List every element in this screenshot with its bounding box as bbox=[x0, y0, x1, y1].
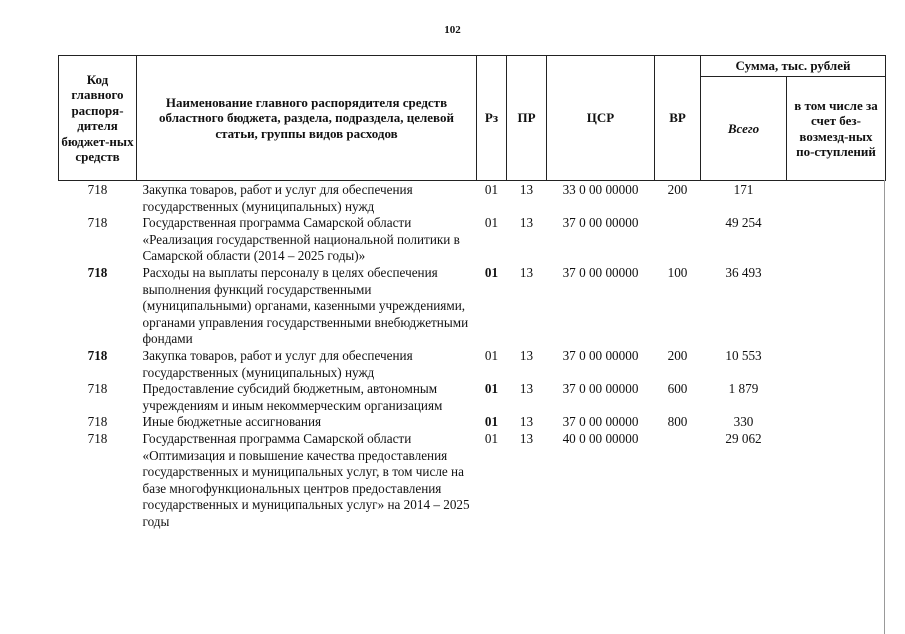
cell-total: 49 254 bbox=[725, 215, 762, 231]
cell-grants bbox=[787, 381, 886, 414]
cell-rz: 01 bbox=[484, 347, 499, 363]
cell-pr: 13 bbox=[519, 182, 534, 197]
cell-name: Иные бюджетные ассигнования bbox=[142, 414, 322, 430]
cell-code: 718 bbox=[87, 430, 108, 446]
header-rz: Рз bbox=[477, 56, 507, 181]
cell-name: Расходы на выплаты персоналу в целях обеспечения выполнения функций государственными (муниципальными) органами, казенными учреждениями, органами управления государственными внебюджетными фондами bbox=[142, 264, 469, 347]
header-code: Код главного распоря-дителя бюджет-ных средств bbox=[59, 56, 137, 181]
table-row bbox=[59, 215, 886, 265]
cell-total: 29 062 bbox=[725, 430, 762, 446]
cell-total: 10 553 bbox=[725, 347, 762, 363]
cell-grants bbox=[787, 265, 886, 348]
cell-grants bbox=[787, 431, 886, 531]
cell-name: Государственная программа Самарской области «Оптимизация и повышение качества предоставления государственных и муниципальных услуг, в том числе на базе многофункциональных центров предоставления государственных и муниципальных услуг» на 2014 – 2025 годы bbox=[142, 430, 470, 529]
cell-vr: 100 bbox=[667, 264, 688, 280]
table-row bbox=[59, 381, 886, 414]
cell-vr: 600 bbox=[667, 381, 688, 397]
cell-code: 718 bbox=[87, 347, 108, 363]
cell-csr: 40 0 00 00000 bbox=[562, 430, 639, 446]
cell-pr: 13 bbox=[519, 381, 534, 397]
cell-csr: 37 0 00 00000 bbox=[562, 381, 639, 397]
cell-csr: 37 0 00 00000 bbox=[562, 414, 639, 430]
cell-total: 36 493 bbox=[725, 264, 762, 280]
cell-pr: 13 bbox=[519, 347, 534, 363]
cell-code: 718 bbox=[87, 264, 108, 280]
table-body bbox=[59, 181, 886, 531]
cell-name: Закупка товаров, работ и услуг для обеспечения государственных (муниципальных) нужд bbox=[142, 347, 413, 380]
cell-rz: 01 bbox=[484, 430, 499, 446]
right-edge-line bbox=[884, 180, 885, 634]
cell-vr bbox=[655, 215, 701, 265]
cell-pr: 13 bbox=[519, 264, 534, 280]
header-total: Всего bbox=[701, 77, 787, 181]
cell-pr: 13 bbox=[519, 215, 534, 231]
cell-grants bbox=[787, 215, 886, 265]
cell-rz: 01 bbox=[484, 264, 499, 280]
table-row bbox=[59, 414, 886, 431]
cell-total: 171 bbox=[733, 182, 754, 197]
table-row bbox=[59, 431, 886, 531]
cell-csr: 37 0 00 00000 bbox=[562, 347, 639, 363]
page-number: 102 bbox=[444, 24, 461, 36]
cell-vr: 800 bbox=[667, 414, 688, 430]
budget-table bbox=[58, 55, 886, 530]
table-header bbox=[59, 56, 886, 181]
cell-vr: 200 bbox=[667, 182, 688, 197]
cell-csr: 33 0 00 00000 bbox=[562, 182, 639, 197]
cell-code: 718 bbox=[87, 182, 108, 197]
header-name: Наименование главного распорядителя средств областного бюджета, раздела, подраздела, целевой статьи, группы видов расходов bbox=[137, 56, 477, 181]
header-vr: ВР bbox=[655, 56, 701, 181]
cell-grants bbox=[787, 181, 886, 216]
cell-name: Государственная программа Самарской области «Реализация государственной национальной политики в Самарской области (2014 – 2025 годы)» bbox=[142, 215, 460, 264]
cell-grants bbox=[787, 348, 886, 381]
cell-code: 718 bbox=[87, 414, 108, 430]
cell-total: 330 bbox=[733, 414, 754, 430]
table-row bbox=[59, 348, 886, 381]
cell-csr: 37 0 00 00000 bbox=[562, 215, 639, 231]
header-pr: ПР bbox=[507, 56, 547, 181]
header-csr: ЦСР bbox=[547, 56, 655, 181]
cell-vr bbox=[655, 431, 701, 531]
cell-total: 1 879 bbox=[728, 381, 759, 397]
cell-code: 718 bbox=[87, 381, 108, 397]
cell-pr: 13 bbox=[519, 414, 534, 430]
cell-name: Предоставление субсидий бюджетным, автономным учреждениям и иным некоммерческим организациям bbox=[142, 381, 443, 413]
cell-rz: 01 bbox=[484, 182, 499, 197]
cell-code: 718 bbox=[87, 215, 108, 231]
header-sum: Сумма, тыс. рублей bbox=[701, 56, 886, 77]
cell-name: Закупка товаров, работ и услуг для обеспечения государственных (муниципальных) нужд bbox=[142, 182, 413, 214]
table-row bbox=[59, 265, 886, 348]
cell-grants bbox=[787, 414, 886, 431]
cell-csr: 37 0 00 00000 bbox=[562, 264, 639, 280]
cell-pr: 13 bbox=[519, 430, 534, 446]
cell-rz: 01 bbox=[484, 414, 499, 430]
header-grants: в том числе за счет без-возмезд-ных по-ступлений bbox=[787, 77, 886, 181]
table-row bbox=[59, 181, 886, 216]
cell-vr: 200 bbox=[667, 347, 688, 363]
cell-rz: 01 bbox=[484, 381, 499, 397]
cell-rz: 01 bbox=[484, 215, 499, 231]
